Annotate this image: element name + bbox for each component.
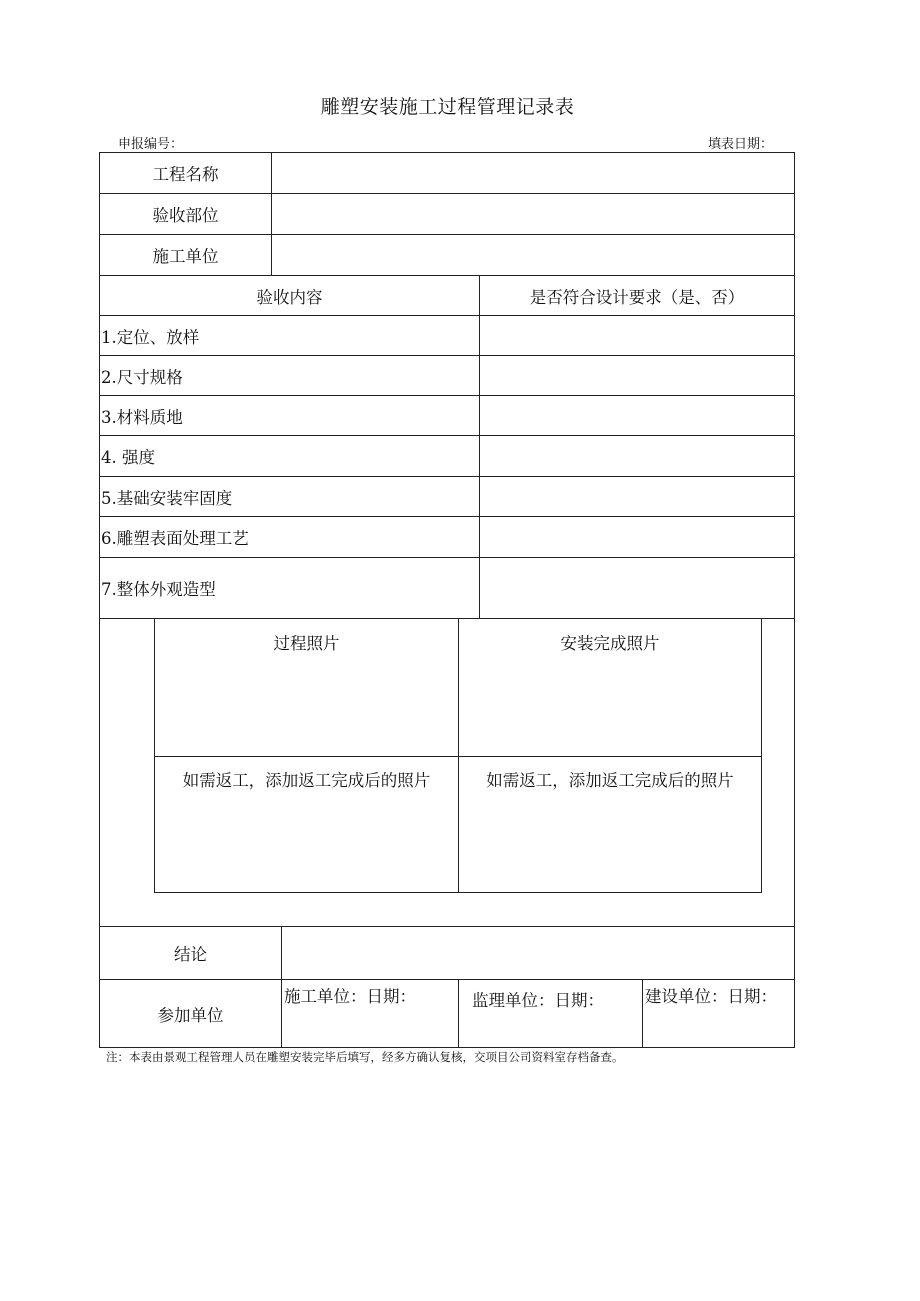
inspection-item: 2.尺寸规格 — [101, 367, 183, 387]
acceptance-part-field[interactable] — [272, 194, 794, 234]
participants-label: 参加单位 — [157, 1005, 224, 1025]
inspection-item: 1.定位、放样 — [101, 327, 200, 347]
rework-photo-label-right: 如需返工，添加返工完成后的照片 — [486, 771, 734, 790]
inspection-item: 4. 强度 — [101, 448, 155, 467]
supervision-unit-sign[interactable]: 监理单位：日期： — [472, 991, 604, 1010]
acceptance-part-label: 验收部位 — [152, 206, 219, 225]
conclusion-field[interactable] — [282, 927, 794, 979]
inspection-content-header: 验收内容 — [256, 287, 323, 307]
compliance-field[interactable] — [480, 356, 794, 395]
page-title: 雕塑安装施工过程管理记录表 — [320, 96, 575, 118]
compliance-header: 是否符合设计要求（是、否） — [529, 287, 745, 307]
compliance-field[interactable] — [480, 316, 794, 355]
compliance-field[interactable] — [480, 396, 794, 435]
process-photo-label: 过程照片 — [273, 634, 340, 653]
compliance-field[interactable] — [480, 477, 794, 516]
inspection-item: 7.整体外观造型 — [101, 580, 216, 599]
compliance-field[interactable] — [480, 436, 794, 476]
conclusion-label: 结论 — [174, 945, 207, 964]
construction-unit-sign[interactable]: 施工单位：日期： — [284, 987, 416, 1006]
owner-unit-sign[interactable]: 建设单位：日期： — [645, 987, 777, 1006]
fill-date-label: 填表日期： — [708, 137, 774, 152]
footnote: 注：本表由景观工程管理人员在雕塑安装完毕后填写，经多方确认复核，交项目公司资料室存档备查。 — [106, 1050, 624, 1064]
process-photo-area[interactable] — [155, 660, 458, 756]
inspection-item: 6.雕塑表面处理工艺 — [101, 529, 249, 548]
report-number-label: 申报编号： — [118, 137, 184, 152]
inspection-item: 3.材料质地 — [101, 407, 183, 427]
contractor-field[interactable] — [272, 235, 794, 275]
inspection-item: 5.基础安装牢固度 — [101, 488, 233, 508]
project-name-label: 工程名称 — [152, 165, 219, 184]
contractor-label: 施工单位 — [152, 247, 219, 266]
installation-complete-photo-area[interactable] — [459, 660, 761, 756]
installation-complete-photo-label: 安装完成照片 — [560, 634, 660, 653]
compliance-field[interactable] — [480, 558, 794, 618]
rework-photo-label-left: 如需返工，添加返工完成后的照片 — [182, 771, 431, 790]
compliance-field[interactable] — [480, 517, 794, 557]
project-name-field[interactable] — [272, 153, 794, 193]
